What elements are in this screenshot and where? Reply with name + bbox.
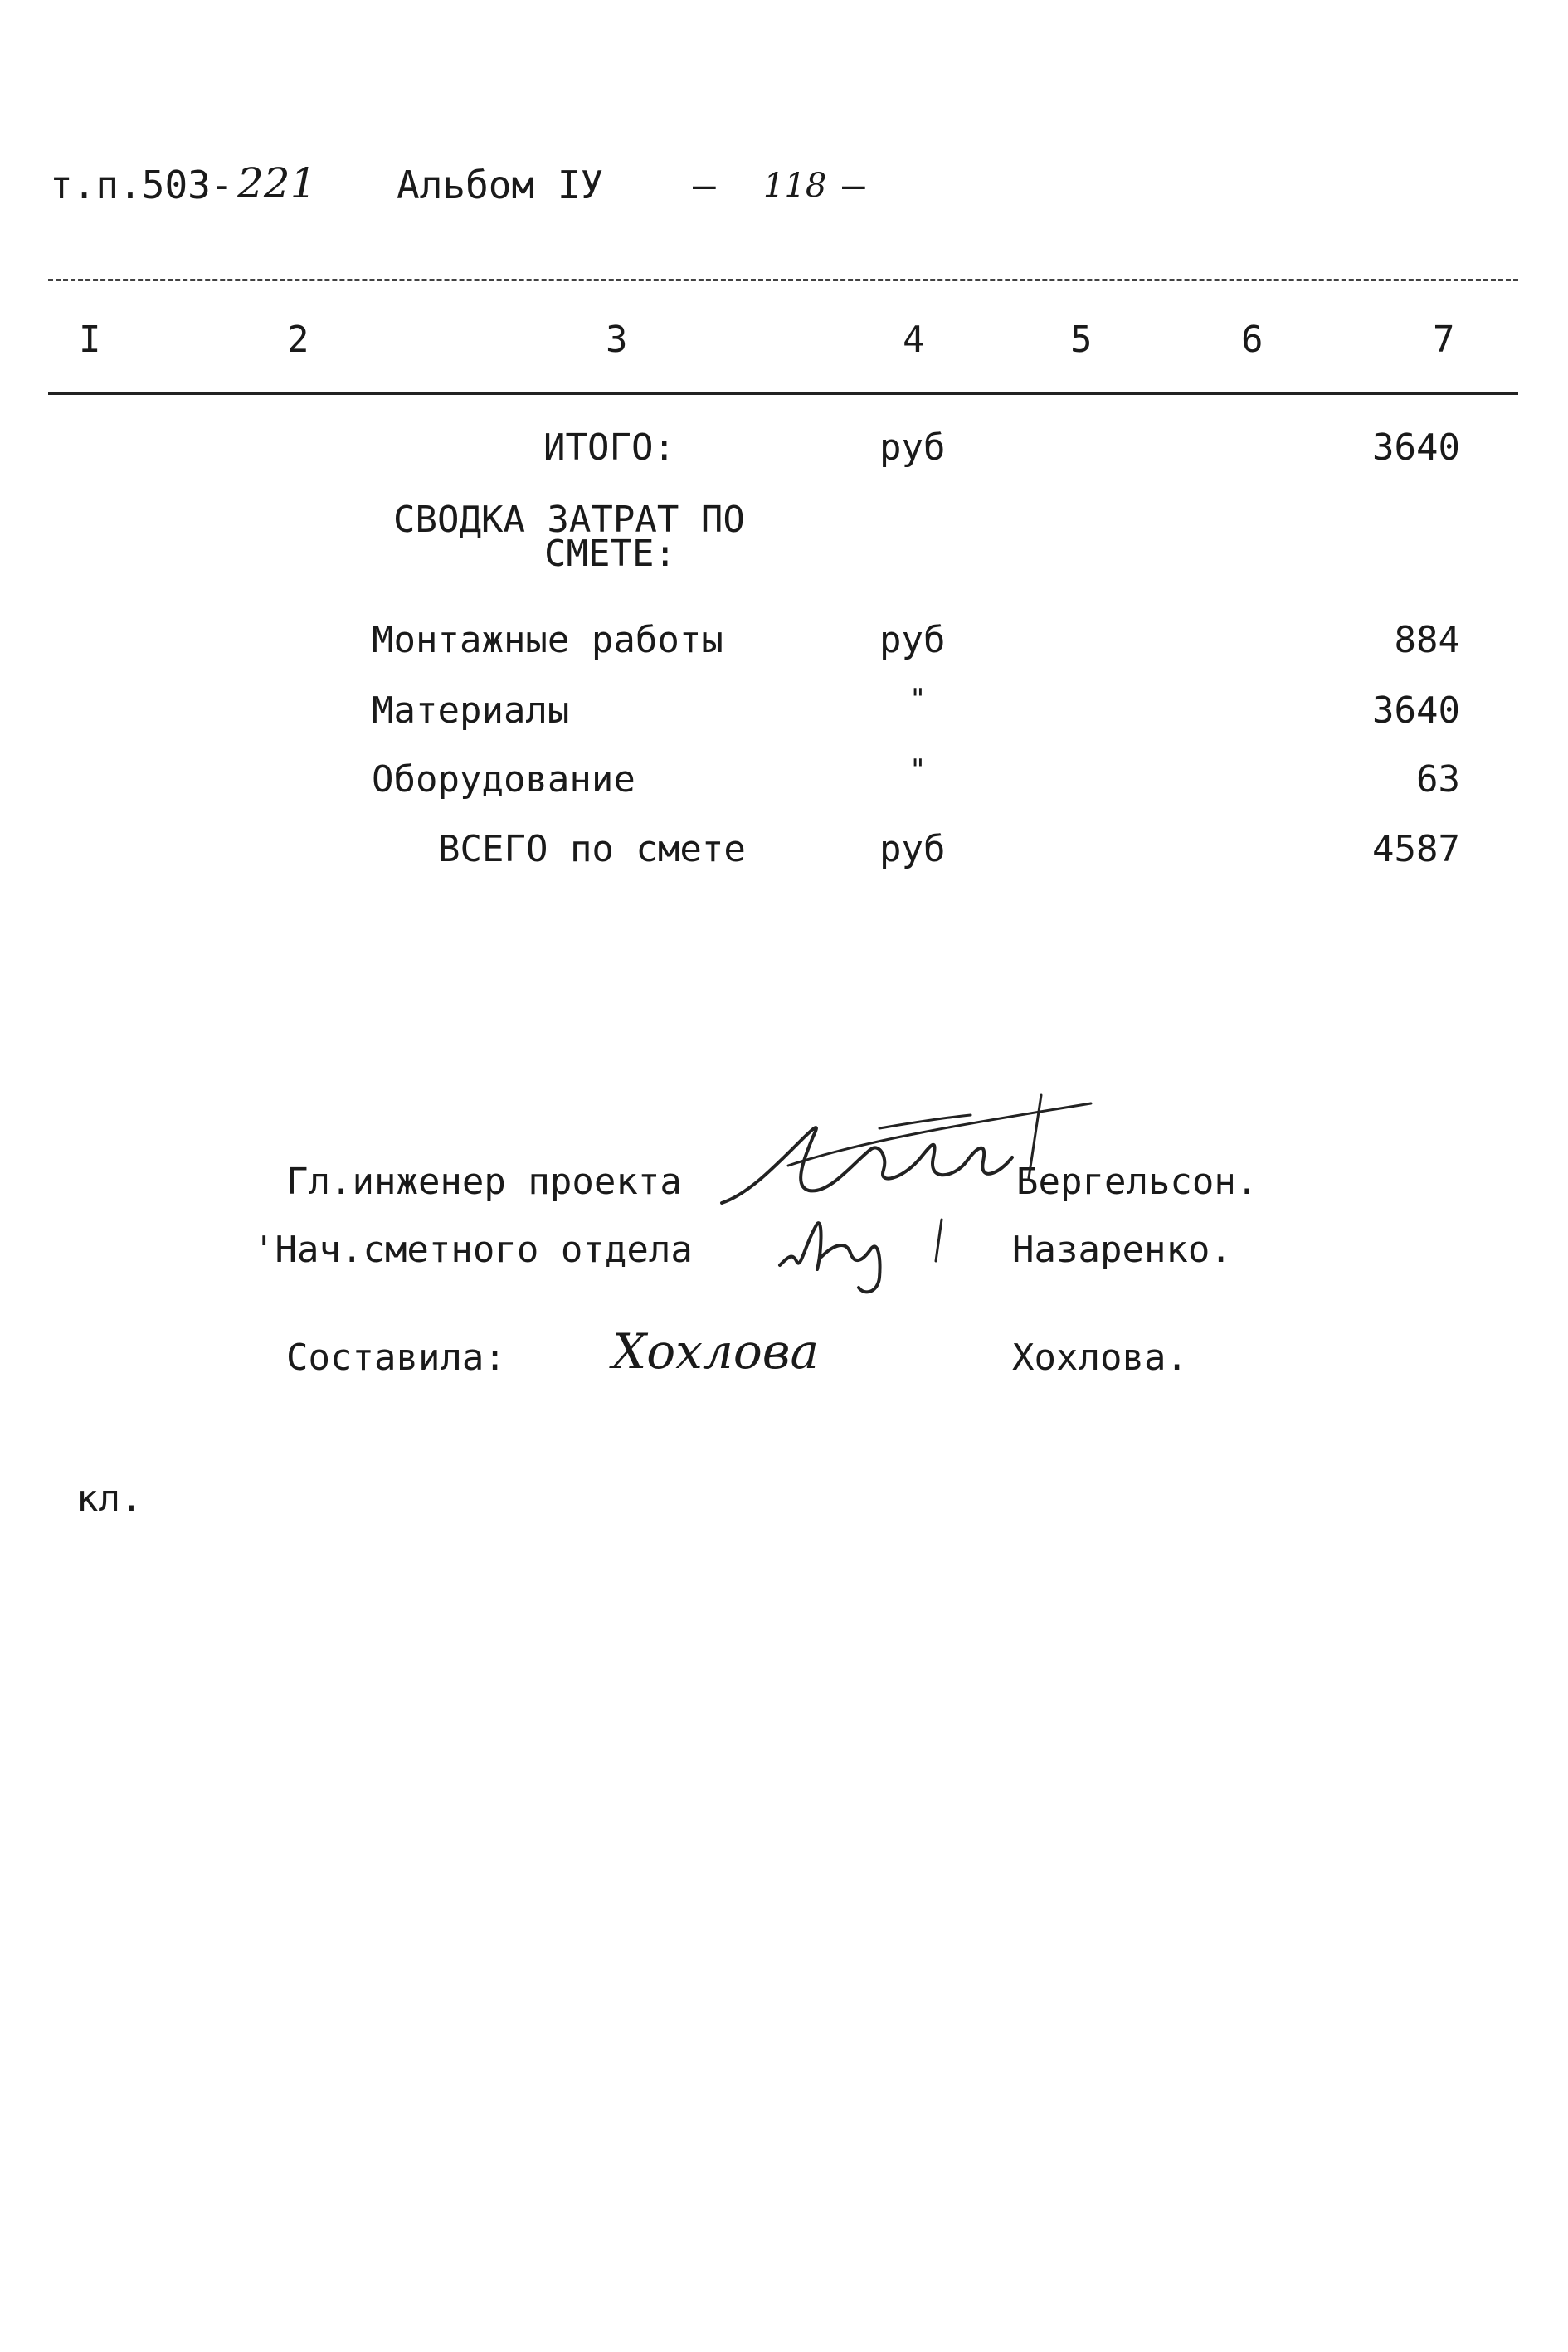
row-installation-unit: руб bbox=[879, 619, 946, 661]
row-equipment-label: Оборудование bbox=[372, 758, 635, 801]
estimate-head-title: 'Нач.сметного отдела bbox=[253, 1229, 693, 1271]
estimate-head-name: Назаренко. bbox=[1012, 1229, 1232, 1271]
column-header-1: I bbox=[79, 319, 101, 361]
page-number-prefix: – bbox=[693, 163, 716, 207]
row-total-value: 3640 bbox=[1372, 426, 1460, 469]
row-grand-total-value: 4587 bbox=[1372, 828, 1460, 870]
doc-code: т.п.503- bbox=[50, 163, 234, 207]
compiled-by-title: Составила: bbox=[286, 1337, 506, 1379]
estimate-head-signature bbox=[772, 1195, 971, 1303]
column-header-4: 4 bbox=[903, 319, 925, 361]
table-header-rule bbox=[48, 392, 1518, 395]
doc-number-handwritten: 221 bbox=[237, 159, 317, 207]
row-installation-value: 884 bbox=[1394, 619, 1460, 661]
row-total-label: ИТОГО: bbox=[543, 426, 675, 469]
compiled-by-signature: Хохлова bbox=[612, 1323, 820, 1380]
row-equipment-unit: " bbox=[909, 753, 927, 786]
column-header-7: 7 bbox=[1433, 319, 1455, 361]
chief-engineer-name: Бергельсон. bbox=[1016, 1161, 1259, 1203]
column-header-2: 2 bbox=[287, 319, 309, 361]
table-top-rule bbox=[48, 279, 1518, 281]
row-total-unit: руб bbox=[879, 426, 946, 469]
page-number-suffix: – bbox=[842, 163, 865, 207]
row-materials-value: 3640 bbox=[1372, 689, 1460, 732]
summary-heading-line1: СВОДКА ЗАТРАТ ПО bbox=[393, 499, 745, 541]
column-header-5: 5 bbox=[1070, 319, 1093, 361]
column-header-6: 6 bbox=[1241, 319, 1264, 361]
row-materials-label: Материалы bbox=[372, 689, 570, 732]
row-installation-label: Монтажные работы bbox=[372, 619, 723, 661]
column-header-3: 3 bbox=[606, 319, 628, 361]
summary-heading-line2: СМЕТЕ: bbox=[544, 533, 676, 575]
chief-engineer-title: Гл.инженер проекта bbox=[286, 1161, 682, 1203]
footer-mark: кл. bbox=[76, 1478, 143, 1520]
compiled-by-name: Хохлова. bbox=[1012, 1337, 1188, 1379]
page-number-handwritten: 118 bbox=[763, 167, 827, 205]
album-label: Альбом IУ bbox=[397, 163, 604, 207]
row-equipment-value: 63 bbox=[1416, 758, 1460, 801]
row-materials-unit: " bbox=[909, 683, 927, 716]
row-grand-total-unit: руб bbox=[879, 828, 946, 870]
row-grand-total-label: ВСЕГО по смете bbox=[438, 828, 746, 870]
